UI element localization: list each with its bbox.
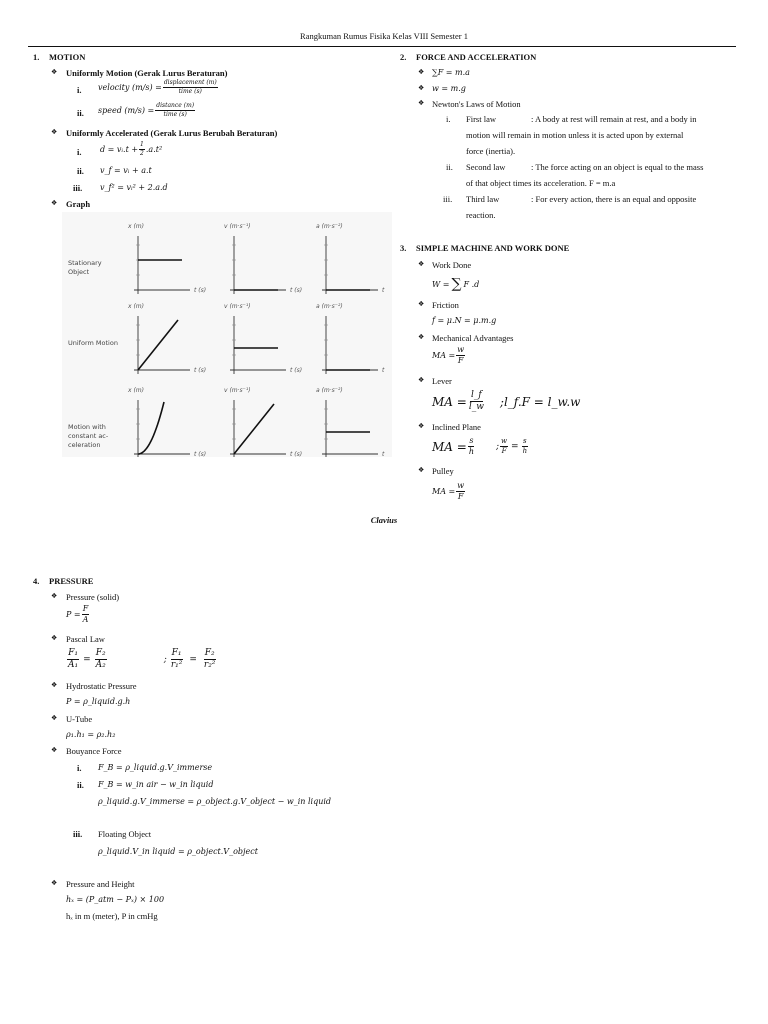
pulley-label: Pulley — [432, 466, 454, 476]
graph-y-label: a (m·s⁻²) — [316, 303, 343, 310]
frac-den: F — [457, 492, 464, 501]
pressure-solid-label: Pressure (solid) — [66, 592, 120, 602]
frac-num: s — [523, 437, 527, 445]
section-2-number: 2. — [400, 52, 407, 62]
frac-num: w — [501, 437, 508, 445]
formula-part: MA = — [432, 394, 467, 409]
graph-y-label: a (m·s⁻²) — [316, 223, 343, 230]
pressure-height-label: Pressure and Height — [66, 879, 135, 889]
formula-part: MA = — [432, 439, 467, 454]
frac-den: h — [468, 447, 474, 456]
velocity-lhs: velocity (m/s) = — [98, 83, 162, 92]
pascal-formula — [66, 649, 217, 670]
roman-i: i. — [77, 85, 82, 95]
frac-num: 1 — [140, 141, 144, 148]
motion-graphs-svg — [62, 212, 392, 457]
formula-part: P = — [66, 610, 81, 619]
formula-part: ;l_f.F = l_w.w — [499, 394, 581, 409]
u-tube-label: U-Tube — [66, 714, 93, 724]
pulley-fraction — [456, 482, 465, 501]
frac-num: distance (m) — [156, 102, 195, 109]
distance-formula — [100, 142, 162, 157]
graph-y-label: v (m·s⁻¹) — [224, 303, 251, 310]
frac-den: A₁ — [68, 660, 79, 670]
frac-den: h — [522, 447, 528, 455]
newton-laws-label: Newton's Laws of Motion — [432, 99, 521, 109]
frac-den: r₂² — [203, 660, 216, 670]
bullet-icon: ❖ — [418, 333, 425, 341]
work-done-label: Work Done — [432, 260, 472, 270]
buoyancy-formula-2: F_B = w_in air − w_in liquid — [98, 780, 214, 789]
graph-y-label: v (m·s⁻¹) — [224, 387, 251, 394]
section-3-title: SIMPLE MACHINE AND WORK DONE — [416, 243, 570, 253]
lever-formula — [432, 391, 580, 412]
bullet-icon: ❖ — [418, 84, 425, 92]
half-fraction — [139, 142, 145, 157]
graph-x-label: t — [382, 367, 385, 374]
graph-y-label: x (m) — [128, 223, 144, 230]
formula-part: .a.t² — [145, 145, 163, 154]
bullet-icon: ❖ — [418, 99, 425, 107]
formula-part: W = — [432, 279, 450, 289]
formula-part: = — [189, 654, 197, 665]
inc-fraction — [500, 438, 508, 455]
final-velocity-formula: v_f = vᵢ + a.t — [100, 166, 152, 175]
signature — [0, 515, 768, 525]
bullet-icon: ❖ — [51, 746, 58, 754]
law-text-continued: motion will remain in motion unless it is acted upon by external — [466, 130, 684, 140]
law-text: : For every action, there is an equal and opposite — [531, 194, 697, 204]
graph-row-label: celeration — [68, 441, 101, 449]
graph-x-label: t (s) — [290, 451, 303, 457]
floating-object-formula: ρ_liquid.V_in liquid = ρ_object.V_object — [98, 847, 258, 856]
frac-den: A₂ — [95, 660, 106, 670]
section-2-title: FORCE AND ACCELERATION — [416, 52, 537, 62]
graph-y-label: v (m·s⁻¹) — [224, 223, 251, 230]
bullet-icon: ❖ — [418, 466, 425, 474]
graph-row-label: Stationary — [68, 259, 102, 267]
graph-x-label: t (s) — [194, 287, 207, 294]
graph-x-label: t — [382, 451, 385, 457]
formula-part: = — [511, 441, 519, 452]
page-title-text: Rangkuman Rumus Fisika Kelas VIII Semester 1 — [300, 31, 468, 41]
page-title — [0, 31, 768, 41]
frac-den: 2 — [140, 150, 144, 157]
speed-lhs: speed (m/s) = — [98, 106, 155, 115]
pressure-height-formula: hₓ = (P_atm − Pₓ) × 100 — [66, 895, 165, 904]
speed-fraction — [155, 103, 195, 118]
section-3-number: 3. — [400, 243, 407, 253]
graph-y-label: a (m·s⁻²) — [316, 387, 343, 394]
sum-symbol: ∑ — [451, 276, 462, 292]
graph-y-label: x (m) — [128, 387, 144, 394]
bullet-icon: ❖ — [51, 68, 58, 76]
newton-second-formula: ∑F = m.a — [432, 68, 470, 77]
pascal-fraction — [203, 649, 217, 670]
inc-fraction — [468, 437, 475, 456]
bullet-icon: ❖ — [51, 714, 58, 722]
graph-y-label: x (m) — [128, 303, 144, 310]
frac-den: A — [82, 615, 89, 624]
frac-den: time (s) — [163, 111, 187, 118]
frac-den: l_w — [468, 402, 484, 412]
formula-part: MA = — [432, 487, 456, 496]
frac-num: displacement (m) — [163, 79, 217, 86]
graph-x-label: t (s) — [194, 451, 207, 457]
frac-num: F₁ — [171, 648, 182, 658]
graph-label: Graph — [66, 199, 91, 209]
frac-den: F — [457, 356, 464, 365]
hydrostatic-label: Hydrostatic Pressure — [66, 681, 137, 691]
speed-formula — [98, 103, 196, 118]
weight-formula: w = m.g — [432, 84, 466, 93]
law-text: : The force acting on an object is equal to the mass — [531, 162, 704, 172]
frac-den: r₁² — [170, 660, 183, 670]
pressure-fraction — [82, 605, 90, 624]
formula-part: ; — [163, 654, 167, 665]
law-number: i. — [446, 114, 451, 124]
formula-part: F .d — [463, 279, 480, 289]
roman-ii: ii. — [77, 108, 84, 118]
bullet-icon: ❖ — [418, 422, 425, 430]
u-tube-formula: ρ₁.h₁ = ρ₂.h₂ — [66, 730, 116, 739]
bullet-icon: ❖ — [418, 376, 425, 384]
buoyancy-formula-1: F_B = ρ_liquid.g.V_immerse — [98, 763, 213, 772]
law-text-continued: reaction. — [466, 210, 496, 220]
frac-den: F — [501, 447, 507, 455]
law-text-continued: of that object times its acceleration. F = m.a — [466, 178, 616, 188]
bullet-icon: ❖ — [418, 260, 425, 268]
frac-num: F₁ — [68, 648, 78, 658]
graph-x-label: t (s) — [290, 367, 303, 374]
inc-fraction — [522, 438, 529, 455]
graph-row-label: Uniform Motion — [68, 339, 118, 347]
roman-i: i. — [77, 147, 82, 157]
section-4-number: 4. — [33, 576, 40, 586]
section-4-title: PRESSURE — [49, 576, 94, 586]
motion-graphs — [62, 212, 392, 457]
law-name: Second law — [466, 162, 506, 172]
pascal-fraction — [67, 649, 79, 670]
pressure-height-note: hₓ in m (meter), P in cmHg — [66, 911, 158, 921]
frac-num: F₂ — [95, 648, 106, 658]
law-name: First law — [466, 114, 496, 124]
work-formula — [432, 276, 479, 292]
floating-object-label: Floating Object — [98, 829, 152, 839]
velocity-squared-formula: v_f² = vᵢ² + 2.a.d — [100, 183, 168, 192]
buoyancy-formula-3: ρ_liquid.g.V_immerse = ρ_object.g.V_object − w_in liquid — [98, 797, 332, 806]
graph-curve — [138, 402, 164, 454]
pulley-formula — [432, 482, 466, 501]
graph-x-label: t (s) — [194, 367, 207, 374]
velocity-fraction — [163, 80, 218, 95]
roman-iii: iii. — [73, 183, 83, 193]
law-text-continued: force (inertia). — [466, 146, 516, 156]
graph-line — [234, 404, 274, 454]
pressure-solid-formula — [66, 605, 90, 624]
velocity-formula — [98, 80, 219, 95]
roman-iii: iii. — [73, 829, 83, 839]
formula-part: = — [83, 654, 91, 665]
bullet-icon: ❖ — [51, 128, 58, 136]
graph-row-label: constant ac- — [68, 432, 109, 440]
roman-ii: ii. — [77, 780, 84, 790]
frac-num: s — [469, 436, 474, 445]
inclined-plane-label: Inclined Plane — [432, 422, 481, 432]
frac-num: l_f — [471, 390, 482, 400]
section-1-title: MOTION — [49, 52, 86, 62]
graph-line — [138, 320, 178, 370]
graph-x-label: t — [382, 287, 385, 294]
accelerated-motion-label: Uniformly Accelerated (Gerak Lurus Berubah Beraturan) — [66, 128, 278, 138]
bullet-icon: ❖ — [51, 879, 58, 887]
lever-label: Lever — [432, 376, 452, 386]
signature-text: Clavius — [370, 515, 398, 525]
bullet-icon: ❖ — [51, 199, 58, 207]
law-name: Third law — [466, 194, 500, 204]
uniform-motion-label: Uniformly Motion (Gerak Lurus Beraturan) — [66, 68, 228, 78]
frac-num: F — [82, 604, 89, 613]
ma-fraction — [456, 346, 465, 365]
roman-ii: ii. — [77, 166, 84, 176]
bullet-icon: ❖ — [51, 681, 58, 689]
graph-x-label: t (s) — [290, 287, 303, 294]
frac-den: time (s) — [178, 88, 202, 95]
frac-num: F₂ — [204, 648, 215, 658]
lever-fraction — [468, 391, 485, 412]
bullet-icon: ❖ — [418, 300, 425, 308]
formula-part: d = vᵢ.t + — [100, 145, 139, 154]
friction-label: Friction — [432, 300, 459, 310]
bullet-icon: ❖ — [418, 68, 425, 76]
pascal-fraction — [95, 649, 107, 670]
frac-num: w — [457, 345, 465, 354]
roman-i: i. — [77, 763, 82, 773]
bullet-icon: ❖ — [51, 592, 58, 600]
section-1-number: 1. — [33, 52, 40, 62]
law-number: ii. — [446, 162, 453, 172]
ma-formula — [432, 346, 466, 365]
graph-row-label: Object — [68, 268, 90, 276]
inclined-plane-formula — [432, 437, 529, 456]
header-rule — [28, 46, 736, 47]
frac-num: w — [457, 481, 465, 490]
law-number: iii. — [443, 194, 453, 204]
mechanical-advantage-label: Mechanical Advantages — [432, 333, 514, 343]
bullet-icon: ❖ — [51, 634, 58, 642]
pascal-law-label: Pascal Law — [66, 634, 105, 644]
graph-row-label: Motion with — [68, 423, 106, 431]
hydrostatic-formula: P = ρ_liquid.g.h — [66, 697, 131, 706]
buoyancy-label: Bouyance Force — [66, 746, 122, 756]
formula-part: MA = — [432, 351, 456, 360]
formula-part: ; — [495, 441, 500, 452]
pascal-fraction — [170, 649, 184, 670]
law-text: : A body at rest will remain at rest, and a body in — [531, 114, 697, 124]
friction-formula: f = μ.N = μ.m.g — [432, 316, 497, 325]
